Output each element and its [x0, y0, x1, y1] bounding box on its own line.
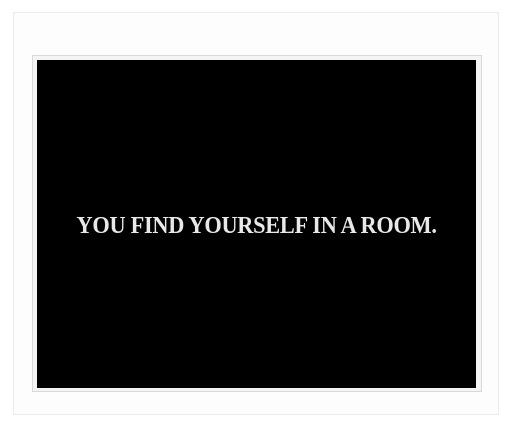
- game-screen[interactable]: [37, 60, 476, 388]
- scene-caption: YOU FIND YOURSELF IN A ROOM.: [76, 212, 437, 239]
